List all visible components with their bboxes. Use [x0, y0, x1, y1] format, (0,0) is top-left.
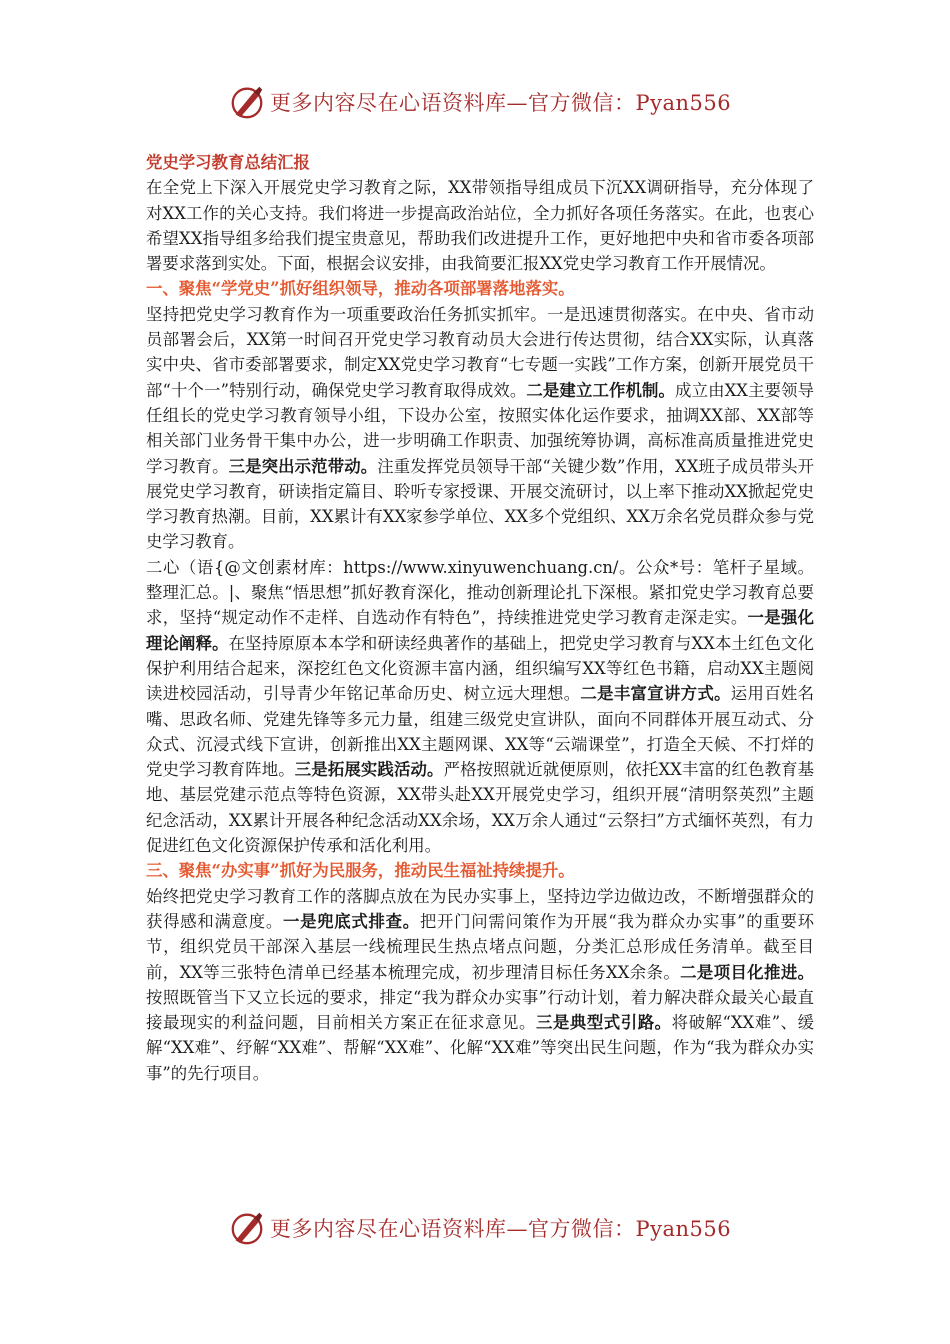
banner-text: 更多内容尽在心语资料库—官方微信：Pyan556: [270, 91, 732, 115]
section-3-text-0: 始终把党史学习教育工作的落脚点放在为民办实事上，坚持边学边做边改，不断增强群众的获得感和满意度。: [146, 886, 814, 931]
pen-nib-logo-icon: [228, 1209, 266, 1247]
section-2-bold-2: 二是丰富宣讲方式。: [580, 684, 731, 704]
section-2-text-1: 在坚持原原本本学和研读经典著作的基础上，把党史学习教育与XX本土红色文化保护利用结合起来，深挖红色文化资源丰富内涵，组织编写XX等红色书籍，启动XX主题阅读进校园活动，引导青少年铭记革命历史、树立远大理想。: [146, 633, 814, 704]
section-3-bold-3: 三是典型式引路。: [535, 1013, 672, 1033]
section-2-bold-3: 三是拓展实践活动。: [294, 760, 444, 780]
section-3-bold-2: 二是项目化推进。: [680, 962, 814, 982]
section-1-paragraph: [146, 302, 814, 555]
document-title: 党史学习教育总结汇报: [146, 153, 310, 172]
document-body: [146, 150, 814, 1086]
section-1-text-1: 坚持把党史学习教育作为一项重要政治任务抓实抓牢。一是迅速贯彻落实。在中央、省市动员部署会后，XX第一时间召开党史学习教育动员大会进行传达贯彻，结合XX实际，认真落实中央、省市委部署要求，制定XX党史学习教育“七专题一实践”工作方案，创新开展党员干部“十个一”特别行动，确保党史学习教育取得成效。: [146, 304, 814, 400]
section-2-paragraph: [146, 555, 814, 859]
section-2-text-0: 二心（语{@文创素材库：https://www.xinyuwenchuang.cn/。公众*号：笔杆子星域。整理汇总。|、聚焦“悟思想”抓好教育深化，推动创新理论扎下深根。紧扣党史学习教育总要求，坚持“规定动作不走样、自选动作有特色”，持续推进党史学习教育走深走实。: [146, 557, 814, 628]
section-3-text-1: 把开门问需问策作为开展“我为群众办实事”的重要环节，组织党员干部深入基层一线梳理民生热点堵点问题，分类汇总形成任务清单。截至目前，XX等三张特色清单已经基本梳理完成，初步理清目标任务XX余条。: [146, 911, 815, 982]
section-1-bold-3: 三是突出示范带动。: [228, 456, 378, 476]
section-3-text-2: 按照既管当下又立长远的要求，排定“我为群众办实事”行动计划，着力解决群众最关心最直接最现实的利益问题，目前相关方案正在征求意见。: [146, 987, 814, 1033]
section-2-text-2: 运用百姓名嘴、思政名师、党建先锋等多元力量，组建三级党史宣讲队，面向不同群体开展互动式、分众式、沉浸式线下宣讲，创新推出XX主题网课、XX等“云端课堂”，打造全天候、不打烊的党史学习教育阵地。: [146, 684, 815, 780]
intro-paragraph: 在全党上下深入开展党史学习教育之际，XX带领指导组成员下沉XX调研指导，充分体现了对XX工作的关心支持。我们将进一步提高政治站位，全力抓好各项任务落实。在此，也衷心希望XX指导组多给我们提宝贵意见，帮助我们改进提升工作，更好地把中央和省市委各项部署要求落到实处。下面，根据会议安排，由我简要汇报XX党史学习教育工作开展情况。: [146, 178, 814, 274]
section-1-bold-2: 二是建立工作机制。: [526, 380, 676, 400]
pen-nib-logo-icon: [228, 83, 266, 121]
section-2-bold-1: 一是强化理论阐释。: [146, 608, 814, 653]
section-2-text-3: 严格按照就近就便原则，依托XX丰富的红色教育基地、基层党建示范点等特色资源，XX带头赴XX开展党史学习，组织开展“清明祭英烈”主题纪念活动，XX累计开展各种纪念活动XX余场，XX万余人通过“云祭扫”方式缅怀英烈，有力促进红色文化资源保护传承和活化利用。: [146, 760, 815, 856]
section-1-text-3: 注重发挥党员领导干部“关键少数”作用，XX班子成员带头开展党史学习教育，研读指定篇目、聆听专家授课、开展交流研讨，以上率下推动XX掀起党史学习教育热潮。目前，XX累计有XX家参学单位、XX多个党组织、XX万余名党员群众参与党史学习教育。: [146, 456, 815, 552]
section-1-heading: 一、聚焦“学党史”抓好组织领导，推动各项部署落地落实。: [146, 279, 575, 299]
section-1-text-2: 成立由XX主要领导任组长的党史学习教育领导小组，下设办公室，按照实体化运作要求，抽调XX部、XX部等相关部门业务骨干集中办公，进一步明确工作职责、加强统筹协调，高标准高质量推进党史学习教育。: [146, 380, 815, 476]
section-3-bold-1: 一是兜底式排查。: [282, 911, 420, 931]
banner-text: 更多内容尽在心语资料库—官方微信：Pyan556: [270, 1217, 732, 1241]
section-3-paragraph: [146, 884, 814, 1086]
section-3-text-3: 将破解“XX难”、缓解“XX难”、纾解“XX难”、帮解“XX难”、化解“XX难”等突出民生问题，作为“我为群众办实事”的先行项目。: [146, 1013, 814, 1083]
section-3-heading: 三、聚焦“办实事”抓好为民服务，推动民生福祉持续提升。: [146, 861, 575, 881]
header-banner: [228, 82, 748, 122]
footer-banner: [228, 1208, 748, 1248]
